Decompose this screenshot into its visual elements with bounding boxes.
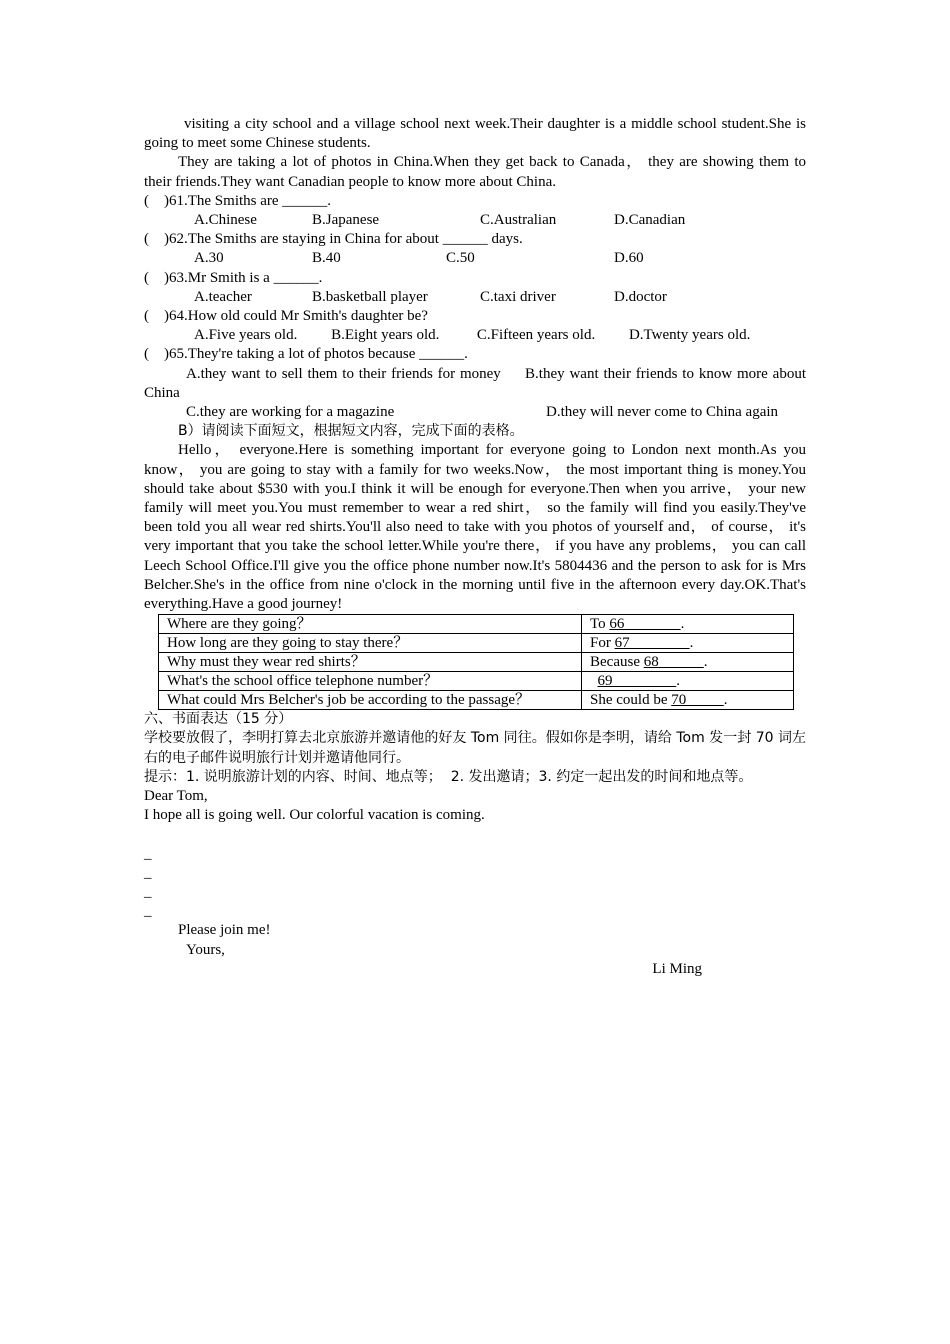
table-question: What could Mrs Belcher's job be according to the passage？ — [159, 691, 582, 710]
option-b[interactable]: B.40 — [312, 250, 341, 267]
table-row — [159, 653, 794, 672]
table-answer-cell[interactable]: She could be 70 . — [582, 691, 794, 710]
table-row — [159, 615, 794, 634]
question-61-options — [144, 211, 806, 230]
question-64-stem: ( )64.How old could Mr Smith's daughter be? — [144, 308, 428, 325]
section-b-instruction: B）请阅读下面短文，根据短文内容，完成下面的表格。 — [178, 423, 524, 440]
writing-line-blank — [144, 826, 806, 845]
writing-line[interactable]: _ — [144, 864, 152, 881]
blank-70[interactable]: 70 — [671, 692, 724, 709]
option-a[interactable]: A.30 — [194, 250, 224, 267]
writing-hint: 提示：1. 说明旅游计划的内容、时间、地点等； 2. 发出邀请；3. 约定一起出发的时间和地点等。 — [144, 768, 753, 785]
table-answer-cell[interactable]: To 66 . — [582, 615, 794, 634]
table-answer-cell[interactable]: Because 68 . — [582, 653, 794, 672]
question-62-options — [144, 249, 806, 268]
option-d[interactable]: D.60 — [614, 250, 644, 267]
blank-69[interactable]: 69 — [597, 673, 677, 690]
question-63-stem: ( )63.Mr Smith is a ______. — [144, 269, 323, 286]
question-63-options — [144, 288, 806, 307]
table-answer-cell[interactable]: 69 . — [582, 672, 794, 691]
section-b-passage: Hello， everyone.Here is something important for everyone going to London next month.As you know， you are going to stay with a family for two weeks.Now， the most important thing is money.You should take about $530 with you.I think it will be enough for everyone.Then when you arrive， your new family will meet you.You must remember to wear a red shirt， so the family will find you easily.They've been told you all wear red shirts.You'll also need to take with you photos of yourself and， of course， it's very important that you take the school letter.While you're there， if you have any problems， you can call Leech School Office.I'll give you the office phone number now.It's 5804436 and the person to ask for is Mrs Belcher.She's in the office from nine o'clock in the morning until five in the afternoon every day.OK.That's everything.Have a good journey! — [144, 442, 806, 613]
question-65-options-cd — [144, 403, 806, 422]
question-61-stem: ( )61.The Smiths are ______. — [144, 192, 332, 209]
table-question: What's the school office telephone number？ — [159, 672, 582, 691]
option-d[interactable]: D.they will never come to China again — [546, 404, 779, 421]
table-question: How long are they going to stay there？ — [159, 634, 582, 653]
option-c[interactable]: C.taxi driver — [480, 288, 556, 305]
table-row — [159, 691, 794, 710]
option-a[interactable]: A.Chinese — [194, 212, 257, 229]
option-c[interactable]: C.50 — [446, 250, 475, 267]
passage-a-paragraph-2: They are taking a lot of photos in China.When they get back to Canada， they are showing them to their friends.They want Canadian people to know more about China. — [144, 154, 806, 190]
option-d[interactable]: D.doctor — [614, 288, 667, 305]
blank-67[interactable]: 67 — [614, 635, 690, 652]
table-question: Where are they going？ — [159, 615, 582, 634]
letter-greeting: Dear Tom, — [144, 788, 208, 805]
writing-line[interactable]: _ — [144, 845, 152, 862]
table-row — [159, 672, 794, 691]
letter-opening: I hope all is going well. Our colorful vacation is coming. — [144, 807, 485, 824]
question-65-stem: ( )65.They're taking a lot of photos because ______. — [144, 346, 468, 363]
passage-a-paragraph-1: visiting a city school and a village school next week.Their daughter is a middle school student.She is going to meet some Chinese students. — [144, 116, 806, 152]
option-c[interactable]: C.Australian — [480, 212, 557, 229]
question-64-options[interactable]: A.Five years old. B.Eight years old. C.Fifteen years old. D.Twenty years old. — [194, 327, 751, 344]
option-d[interactable]: D.Canadian — [614, 212, 686, 229]
option-b[interactable]: B.basketball player — [312, 288, 428, 305]
section-six-heading: 六、书面表达（15 分） — [144, 711, 293, 728]
blank-66[interactable]: 66 — [609, 616, 681, 633]
question-62-stem: ( )62.The Smiths are staying in China for about ______ days. — [144, 231, 523, 248]
writing-line[interactable]: _ — [144, 884, 152, 901]
writing-line[interactable]: _ — [144, 903, 152, 920]
option-b[interactable]: B.Japanese — [312, 212, 380, 229]
option-c[interactable]: C.they are working for a magazine — [186, 404, 395, 421]
worksheet-page — [144, 115, 806, 979]
table-row — [159, 634, 794, 653]
letter-signature: Li Ming — [652, 960, 702, 977]
fill-in-table — [158, 614, 794, 710]
question-65-options-ab[interactable]: A.they want to sell them to their friends for money B.they want their friends to know more about China — [144, 365, 806, 401]
option-a[interactable]: A.teacher — [194, 288, 252, 305]
letter-closing: Please join me! — [178, 922, 271, 939]
table-question: Why must they wear red shirts？ — [159, 653, 582, 672]
writing-prompt: 学校要放假了，李明打算去北京旅游并邀请他的好友 Tom 同往。假如你是李明，请给 Tom 发一封 70 词左右的电子邮件说明旅行计划并邀请他同行。 — [144, 730, 806, 766]
table-answer-cell[interactable]: For 67 . — [582, 634, 794, 653]
blank-68[interactable]: 68 — [643, 654, 704, 671]
letter-yours: Yours, — [186, 941, 225, 958]
